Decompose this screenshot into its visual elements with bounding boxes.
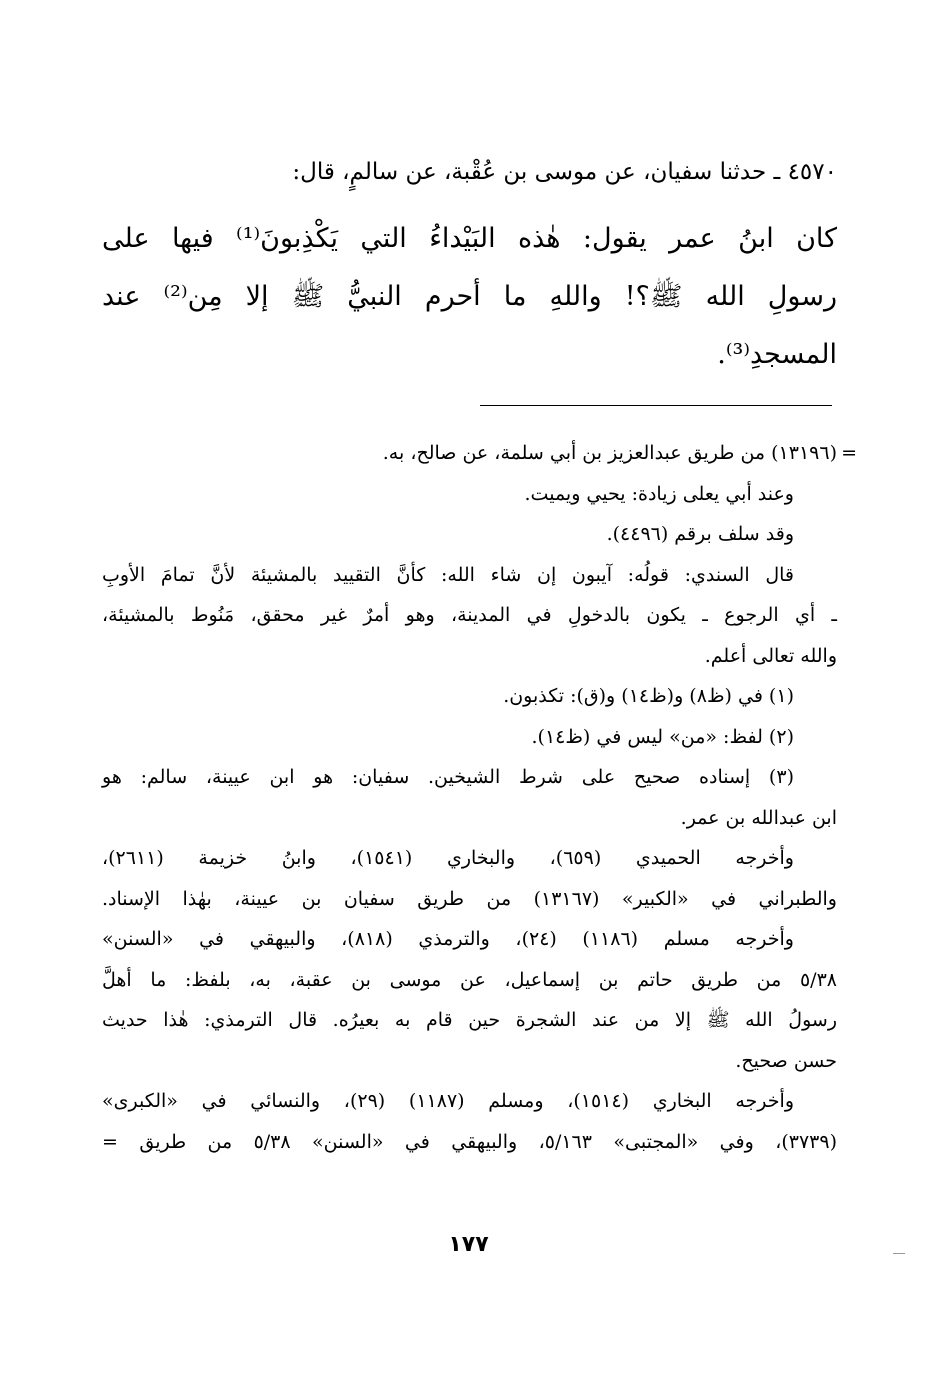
page-number: ١٧٧ <box>448 1232 489 1257</box>
footnote-line: ٥/٣٨ من طريق حاتم بن إسماعيل، عن موسى بن عقبة، به، بلفظ: ما أهلَّ <box>102 968 837 991</box>
footnote-line: (١٣١٩٦) من طريق عبدالعزيز بن أبي سلمة، عن صالح، به. <box>382 442 837 464</box>
footnote-line: وأخرجه مسلم (١١٨٦) (٢٤)، والترمذي (٨١٨)، والبيهقي في «السنن» <box>102 928 794 950</box>
footnote-line: والله تعالى أعلم. <box>704 644 837 667</box>
hadith-text <box>102 210 837 384</box>
footnote-line: وقد سلف برقم (٤٤٩٦). <box>606 523 794 545</box>
footnote-line: رسولُ الله ﷺ إلا من عند الشجرة حين قام به بعيرُه. قال الترمذي: هٰذا حديث <box>102 1009 837 1031</box>
hadith-line: كان ابنُ عمر يقول: هٰذه البَيْداءُ التي يَكْذِبونَ⁽¹⁾ فيها على <box>102 223 837 254</box>
footnote-line: قال السندي: قولُه: آيبون إن شاء الله: كأنَّ التقييد بالمشيئة لأنَّ تمامَ الأوبِ <box>102 563 794 586</box>
footnote-line: والطبراني في «الكبير» (١٣١٦٧) من طريق سفيان بن عيينة، بهٰذا الإسناد. <box>102 887 837 910</box>
hadith-line: رسولِ الله ﷺ؟! واللهِ ما أحرم النبيُّ ﷺ إلا مِن⁽²⁾ عند <box>102 281 837 312</box>
footnote-line: وأخرجه البخاري (١٥١٤)، ومسلم (١١٨٧) (٢٩)، والنسائي في «الكبرى» <box>102 1090 794 1112</box>
continuation-mark: = <box>841 442 857 464</box>
hadith-heading: ٤٥٧٠ ـ حدثنا سفيان، عن موسى بن عُقْبة، عن سالمٍ، قال: <box>292 159 837 185</box>
footnote-line: حسن صحيح. <box>735 1049 837 1072</box>
edge-mark <box>893 1253 905 1254</box>
footnote-line: وعند أبي يعلى زيادة: يحيي ويميت. <box>524 482 794 505</box>
footnote-line: ـ أي الرجوع ـ يكون بالدخولِ في المدينة، وهو أمرٌ غير محقق، مَنُوط بالمشيئة، <box>102 604 837 626</box>
footnote-line: وأخرجه الحميدي (٦٥٩)، والبخاري (١٥٤١)، وابنُ خزيمة (٢٦١١)، <box>102 847 794 869</box>
hadith-line: المسجدِ⁽³⁾. <box>717 339 837 370</box>
footnote-separator <box>480 405 832 406</box>
footnote-3: (٣) إسناده صحيح على شرط الشيخين. سفيان: هو ابن عيينة، سالم: هو <box>102 766 794 788</box>
footnote-2: (٢) لفظ: «من» ليس في (ظ١٤). <box>531 725 794 748</box>
footnote-1: (١) في (ظ٨) و(ظ١٤) و(ق): تكذبون. <box>503 685 794 707</box>
footnote-line: ابن عبدالله بن عمر. <box>680 806 837 829</box>
footnote-line: (٣٧٣٩)، وفي «المجتبى» ٥/١٦٣، والبيهقي في «السنن» ٥/٣٨ من طريق = <box>102 1130 837 1153</box>
footnotes <box>102 433 857 1162</box>
